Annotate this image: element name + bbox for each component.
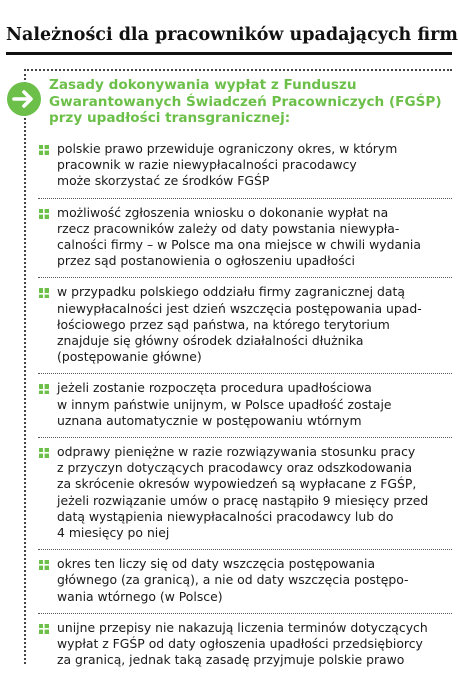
list-item (38, 135, 452, 199)
list-item (38, 614, 452, 676)
grid-square-icon (39, 448, 49, 458)
item-line: przez sąd postanowienia o ogłoszeniu upadłości (57, 253, 355, 269)
dotted-frame-left (24, 69, 26, 664)
item-line: datą wystąpienia niewypłacalności pracodawcy lub do (57, 508, 394, 524)
grid-square-icon (39, 145, 49, 155)
list-item (38, 374, 452, 438)
item-line: głównego (za granicą), a nie od daty wszczęcia postępo- (57, 572, 409, 588)
item-line: w innym państwie unijnym, w Polsce upadłość zostaje (57, 396, 392, 412)
page-title: Należności dla pracowników upadających firm (6, 25, 458, 45)
arrow-right-circle-icon (6, 81, 42, 117)
list-item (38, 438, 452, 550)
item-line: jeżeli zostanie rozpoczęta procedura upadłościowa (57, 380, 372, 396)
item-line: uznana automatycznie w postępowaniu wtórnym (57, 412, 362, 428)
item-line: niewypłacalności jest dzień wszczęcia postępowania upad- (57, 300, 422, 316)
item-line: jeżeli rozwiązanie umów o pracę nastąpiło 9 miesięcy przed (57, 492, 429, 508)
item-line: wania wtórnego (w Polsce) (57, 588, 223, 604)
intro-line: Zasady dokonywania wypłat z Funduszu (49, 77, 357, 93)
item-line: z przyczyn dotyczących pracodawcy oraz odszkodowania (57, 460, 413, 476)
item-line: (postępowanie główne) (57, 349, 202, 365)
item-line: znajduje się główny ośrodek działalności dłużnika (57, 333, 364, 349)
item-line: wypłat z FGŚP od daty ogłoszenia upadłości przedsiębiorcy (57, 636, 423, 652)
item-line: odprawy pieniężne w razie rozwiązywania stosunku pracy (57, 444, 416, 460)
item-line: za granicą, jednak taką zasadę przyjmuje polskie prawo (57, 652, 405, 668)
grid-square-icon (39, 624, 49, 634)
grid-square-icon (39, 384, 49, 394)
item-line: 4 miesięcy po niej (57, 525, 170, 541)
title-rule (6, 52, 452, 55)
item-line: polskie prawo przewiduje ograniczony okres, w którym (57, 141, 398, 156)
item-line: może skorzystać ze środków FGŚP (57, 173, 270, 189)
item-line: pracownik w razie niewypłacalności pracodawcy (57, 157, 357, 173)
item-line: za skrócenie okresów wypowiedzeń są wypłacane z FGŚP, (57, 476, 417, 492)
item-line: unijne przepisy nie nakazują liczenia terminów dotyczących (57, 619, 428, 635)
grid-square-icon (39, 560, 49, 570)
intro-line: Gwarantowanych Świadczeń Pracowniczych (FGŚP) (49, 93, 442, 110)
item-line: łościowego przez sąd państwa, na którego terytorium (57, 316, 390, 332)
grid-square-icon (39, 288, 49, 298)
item-line: możliwość zgłoszenia wniosku o dokonanie wypłat na (57, 204, 389, 220)
intro-heading (49, 77, 449, 127)
rules-list (38, 135, 452, 676)
list-item (38, 550, 452, 614)
list-item (38, 199, 452, 279)
list-item (38, 278, 452, 374)
item-line: okres ten liczy się od daty wszczęcia postępowania (57, 556, 376, 572)
item-line: w przypadku polskiego oddziału firmy zagranicznej datą (57, 284, 405, 300)
item-line: rzecz pracowników zależy od daty powstania niewypła- (57, 220, 400, 236)
grid-square-icon (39, 209, 49, 219)
dotted-frame-top (24, 69, 452, 71)
item-line: calności firmy – w Polsce ma ona miejsce w chwili wydania (57, 237, 421, 253)
intro-line: przy upadłości transgranicznej: (49, 110, 291, 126)
